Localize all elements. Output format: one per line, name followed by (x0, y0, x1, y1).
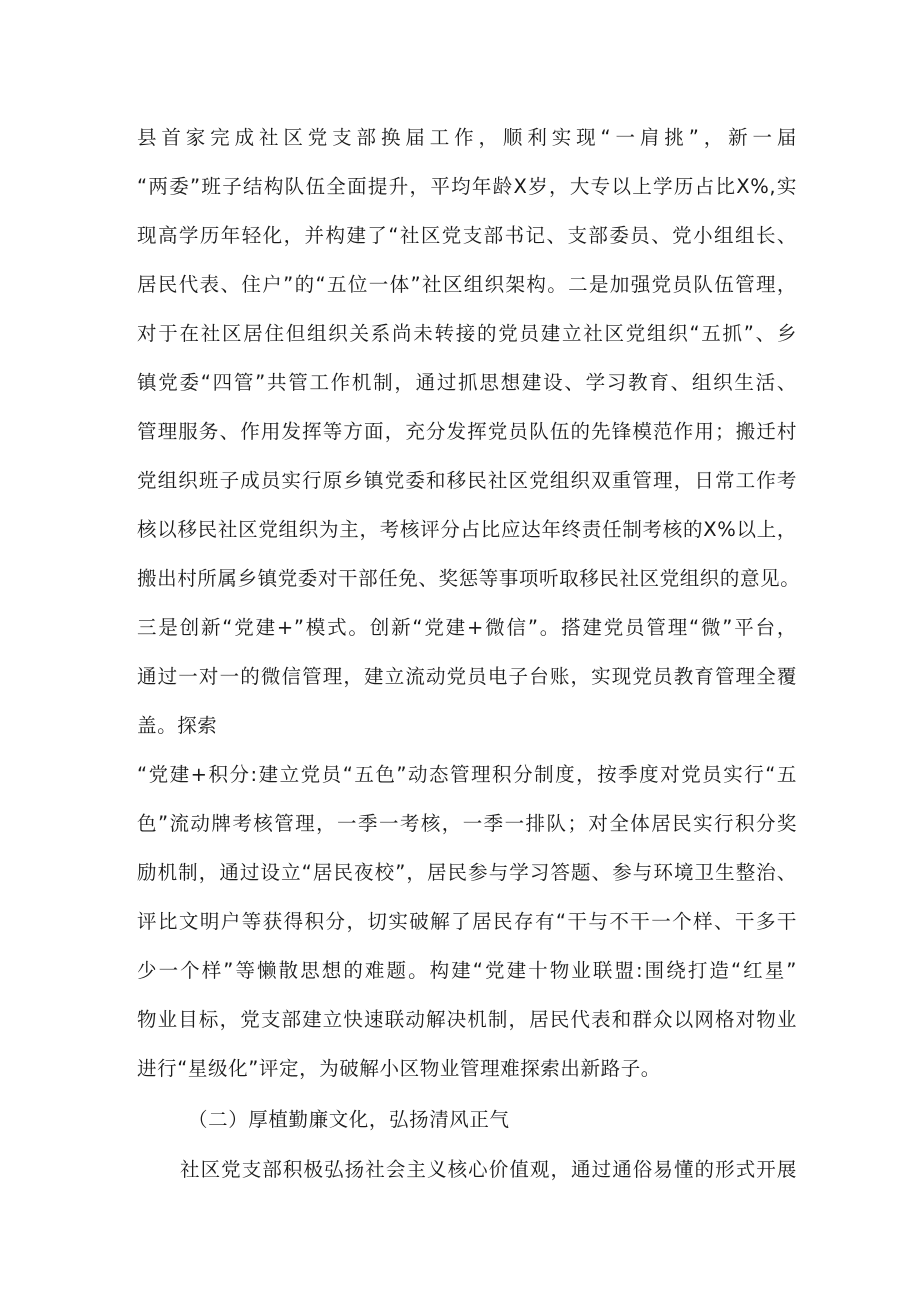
text-line: 色”流动牌考核管理，一季一考核，一季一排队；对全体居民实行积分奖 (137, 812, 797, 835)
text-line: 管理服务、作用发挥等方面，充分发挥党员队伍的先锋模范作用；搬迁村 (137, 420, 797, 443)
text-line: 县首家完成社区党支部换届工作，顺利实现“一肩挑”，新一届 (137, 126, 797, 149)
text-line: 党组织班子成员实行原乡镇党委和移民社区党组织双重管理，日常工作考 (137, 469, 797, 492)
text-line: 少一个样”等懒散思想的难题。构建“党建十物业联盟:围绕打造“红星” (137, 959, 797, 982)
text-line: 居民代表、住户”的“五位一体”社区组织架构。二是加强党员队伍管理， (137, 273, 797, 296)
text-line: 盖。探索 (137, 714, 218, 737)
text-line: 核以移民社区党组织为主，考核评分占比应达年终责任制考核的X%以上， (137, 518, 797, 541)
section-heading: （二）厚植勤廉文化，弘扬清风正气 (188, 1108, 510, 1131)
text-line: 对于在社区居住但组织关系尚未转接的党员建立社区党组织“五抓”、乡 (137, 322, 797, 345)
text-line: 励机制，通过设立“居民夜校”，居民参与学习答题、参与环境卫生整治、 (137, 861, 797, 884)
text-line: 镇党委“四管”共管工作机制，通过抓思想建设、学习教育、组织生活、 (137, 371, 797, 394)
text-line: 进行“星级化”评定，为破解小区物业管理难探索出新路子。 (137, 1057, 661, 1080)
text-line: 通过一对一的微信管理，建立流动党员电子台账，实现党员教育管理全覆 (137, 665, 797, 688)
text-line: 三是创新“党建+”模式。创新“党建+微信”。搭建党员管理“微”平台， (137, 616, 797, 639)
text-line: 评比文明户等获得积分，切实破解了居民存有“干与不干一个样、干多干 (137, 910, 797, 933)
text-line: “党建+积分:建立党员“五色”动态管理积分制度，按季度对党员实行“五 (137, 763, 797, 786)
text-line: 搬出村所属乡镇党委对干部任免、奖惩等事项听取移民社区党组织的意见。 (137, 567, 801, 590)
text-line: 现高学历年轻化，并构建了“社区党支部书记、支部委员、党小组组长、 (137, 224, 797, 247)
text-line: 物业目标，党支部建立快速联动解决机制，居民代表和群众以网格对物业 (137, 1008, 797, 1031)
text-line: “两委”班子结构队伍全面提升，平均年龄X岁，大专以上学历占比X%,实 (137, 175, 797, 198)
paragraph-first-line: 社区党支部积极弘扬社会主义核心价值观，通过通俗易懂的形式开展 (180, 1158, 797, 1181)
